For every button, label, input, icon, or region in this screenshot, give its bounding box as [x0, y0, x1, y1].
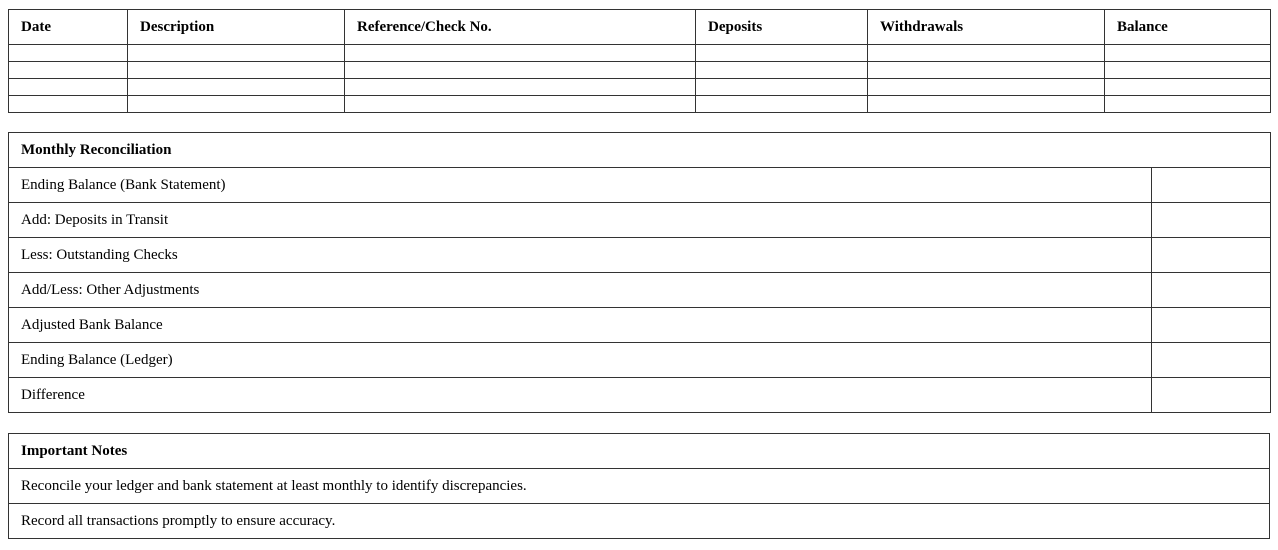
column-header-deposits: Deposits: [696, 10, 868, 45]
ledger-cell-date[interactable]: [9, 79, 128, 96]
reconciliation-label: Difference: [9, 378, 1152, 413]
reconciliation-value[interactable]: [1152, 273, 1271, 308]
monthly-reconciliation-table: [8, 132, 1271, 413]
ledger-cell-date[interactable]: [9, 62, 128, 79]
reconciliation-row: [9, 273, 1271, 308]
note-item: Record all transactions promptly to ensure accuracy.: [9, 504, 1270, 539]
ledger-row: [9, 79, 1271, 96]
ledger-cell-balance[interactable]: [1105, 45, 1271, 62]
reconciliation-value[interactable]: [1152, 308, 1271, 343]
column-header-balance: Balance: [1105, 10, 1271, 45]
reconciliation-value[interactable]: [1152, 168, 1271, 203]
notes-row: [9, 504, 1270, 539]
reconciliation-label: Add/Less: Other Adjustments: [9, 273, 1152, 308]
ledger-cell-date[interactable]: [9, 45, 128, 62]
reconciliation-row: [9, 308, 1271, 343]
reconciliation-label: Ending Balance (Ledger): [9, 343, 1152, 378]
ledger-row: [9, 45, 1271, 62]
reconciliation-row: [9, 168, 1271, 203]
reconciliation-title: Monthly Reconciliation: [9, 133, 1271, 168]
ledger-cell-withdrawals[interactable]: [868, 62, 1105, 79]
ledger-cell-deposits[interactable]: [696, 45, 868, 62]
ledger-row: [9, 62, 1271, 79]
notes-title: Important Notes: [9, 434, 1270, 469]
reconciliation-value[interactable]: [1152, 238, 1271, 273]
reconciliation-row: [9, 343, 1271, 378]
ledger-cell-reference[interactable]: [345, 62, 696, 79]
ledger-cell-reference[interactable]: [345, 96, 696, 113]
note-item: Reconcile your ledger and bank statement at least monthly to identify discrepancies.: [9, 469, 1270, 504]
column-header-date: Date: [9, 10, 128, 45]
important-notes-table: [8, 433, 1270, 539]
ledger-cell-description[interactable]: [128, 96, 345, 113]
ledger-cell-balance[interactable]: [1105, 96, 1271, 113]
ledger-cell-balance[interactable]: [1105, 62, 1271, 79]
notes-row: [9, 469, 1270, 504]
reconciliation-row: [9, 203, 1271, 238]
ledger-cell-reference[interactable]: [345, 79, 696, 96]
ledger-cell-date[interactable]: [9, 96, 128, 113]
ledger-header-row: [9, 10, 1271, 45]
ledger-row: [9, 96, 1271, 113]
ledger-cell-deposits[interactable]: [696, 62, 868, 79]
ledger-cell-balance[interactable]: [1105, 79, 1271, 96]
ledger-cell-reference[interactable]: [345, 45, 696, 62]
reconciliation-label: Less: Outstanding Checks: [9, 238, 1152, 273]
reconciliation-value[interactable]: [1152, 203, 1271, 238]
ledger-cell-description[interactable]: [128, 79, 345, 96]
ledger-cell-description[interactable]: [128, 62, 345, 79]
ledger-cell-withdrawals[interactable]: [868, 96, 1105, 113]
column-header-withdrawals: Withdrawals: [868, 10, 1105, 45]
reconciliation-row: [9, 378, 1271, 413]
column-header-description: Description: [128, 10, 345, 45]
reconciliation-header-row: [9, 133, 1271, 168]
transaction-ledger-table: [8, 9, 1271, 113]
notes-header-row: [9, 434, 1270, 469]
reconciliation-label: Adjusted Bank Balance: [9, 308, 1152, 343]
ledger-cell-withdrawals[interactable]: [868, 45, 1105, 62]
reconciliation-label: Add: Deposits in Transit: [9, 203, 1152, 238]
reconciliation-value[interactable]: [1152, 378, 1271, 413]
ledger-cell-withdrawals[interactable]: [868, 79, 1105, 96]
reconciliation-value[interactable]: [1152, 343, 1271, 378]
ledger-cell-description[interactable]: [128, 45, 345, 62]
reconciliation-label: Ending Balance (Bank Statement): [9, 168, 1152, 203]
reconciliation-row: [9, 238, 1271, 273]
column-header-reference: Reference/Check No.: [345, 10, 696, 45]
ledger-cell-deposits[interactable]: [696, 79, 868, 96]
ledger-cell-deposits[interactable]: [696, 96, 868, 113]
